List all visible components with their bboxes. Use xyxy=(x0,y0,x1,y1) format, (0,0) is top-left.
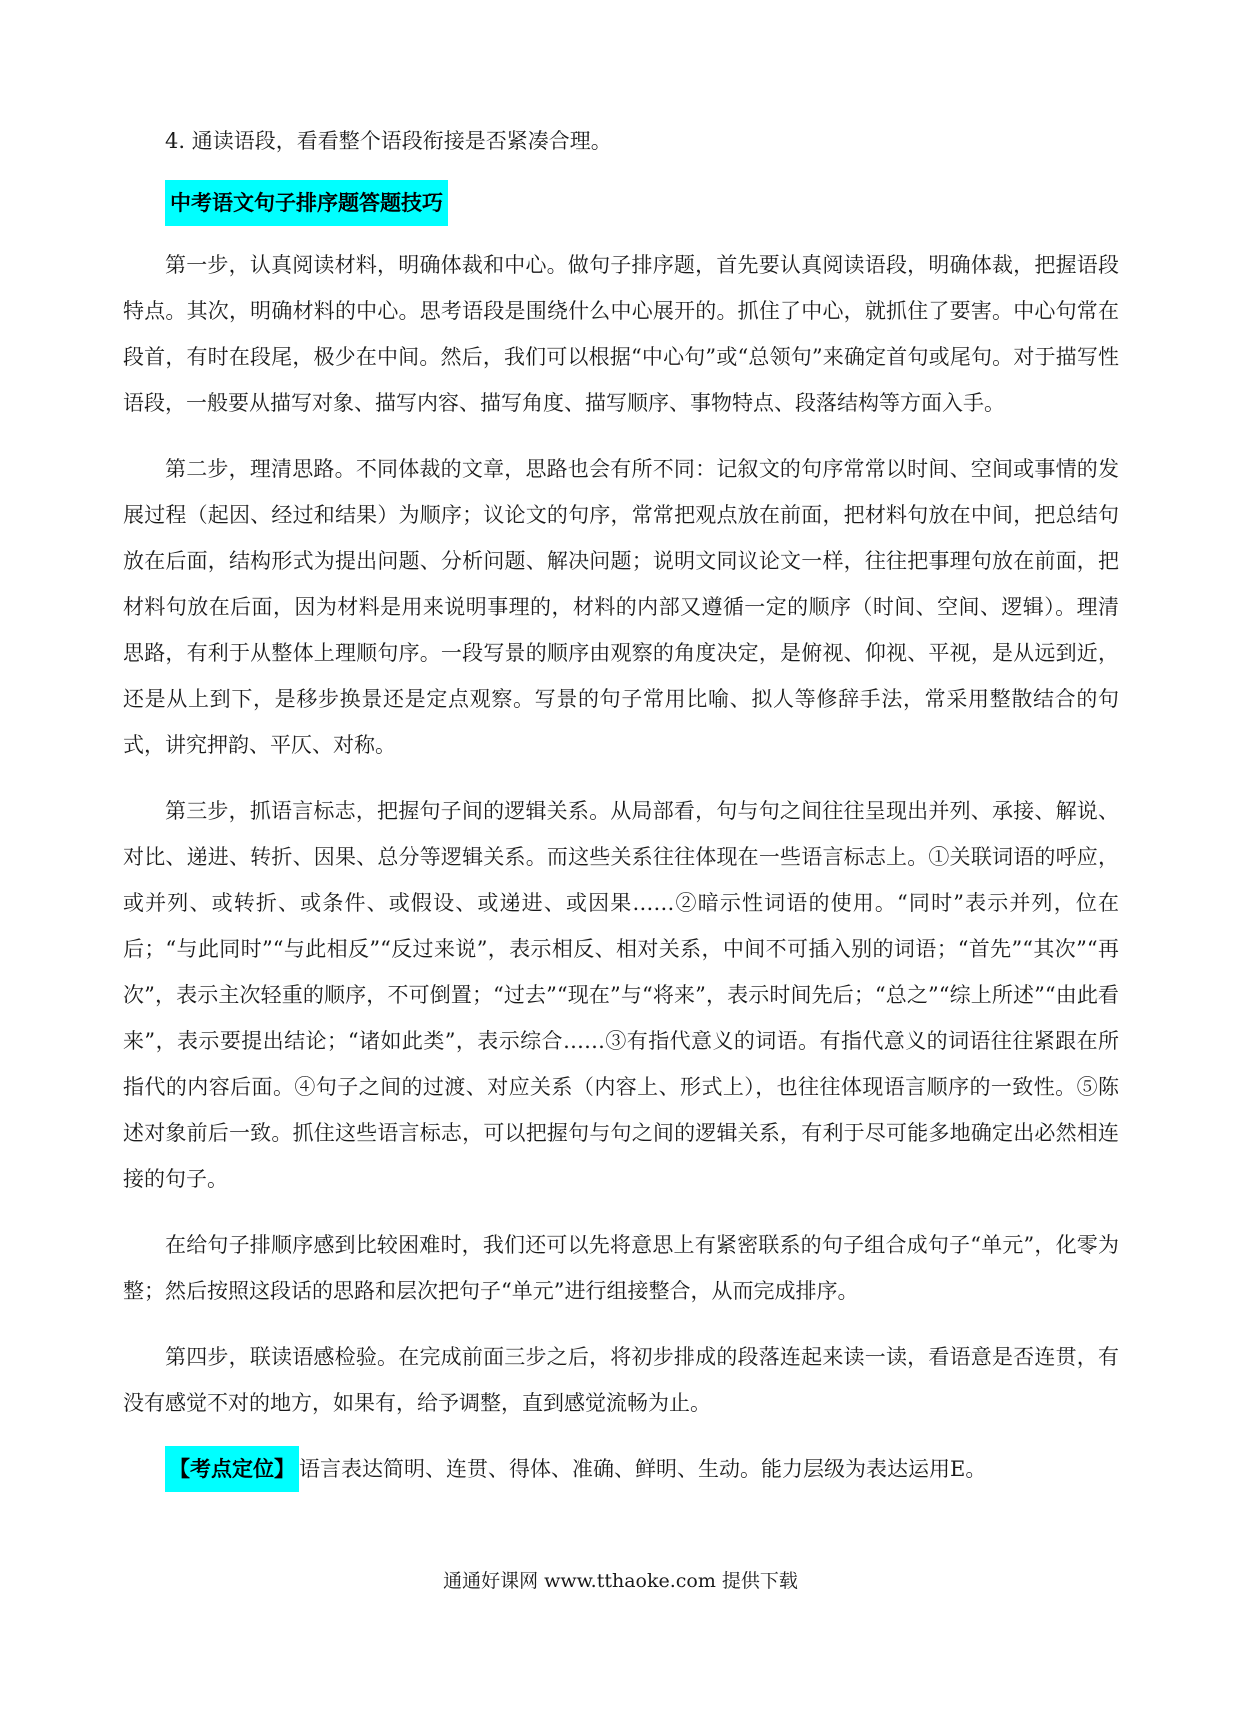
tip-paragraph: 在给句子排顺序感到比较困难时，我们还可以先将意思上有紧密联系的句子组合成句子“单元”，化零为整；然后按照这段话的思路和层次把句子“单元”进行组接整合，从而完成排序。 xyxy=(123,1233,1119,1303)
item-4: 4. 通读语段，看看整个语段衔接是否紧凑合理。 xyxy=(165,129,612,153)
section-heading: 中考语文句子排序题答题技巧 xyxy=(165,180,448,226)
document-body xyxy=(123,118,1119,1492)
section-heading-wrap xyxy=(165,180,1119,226)
kaodian-paragraph xyxy=(123,1446,1119,1492)
step-3-paragraph: 第三步，抓语言标志，把握句子间的逻辑关系。从局部看，句与句之间往往呈现出并列、承接、解说、对比、递进、转折、因果、总分等逻辑关系。而这些关系往往体现在一些语言标志上。①关联词语的呼应，或并列、或转折、或条件、或假设、或递进、或因果……②暗示性词语的使用。“同时”表示并列，位在后；“与此同时”“与此相反”“反过来说”，表示相反、相对关系，中间不可插入别的词语；“首先”“其次”“再次”，表示主次轻重的顺序，不可倒置；“过去”“现在”与“将来”，表示时间先后；“总之”“综上所述”“由此看来”，表示要提出结论；“诸如此类”，表示综合……③有指代意义的词语。有指代意义的词语往往紧跟在所指代的内容后面。④句子之间的过渡、对应关系（内容上、形式上），也往往体现语言顺序的一致性。⑤陈述对象前后一致。抓住这些语言标志，可以把握句与句之间的逻辑关系，有利于尽可能多地确定出必然相连接的句子。 xyxy=(123,799,1119,1191)
step-4-paragraph: 第四步，联读语感检验。在完成前面三步之后，将初步排成的段落连起来读一读，看语意是否连贯，有没有感觉不对的地方，如果有，给予调整，直到感觉流畅为止。 xyxy=(123,1345,1119,1415)
kaodian-text: 语言表达简明、连贯、得体、准确、鲜明、生动。能力层级为表达运用E。 xyxy=(299,1457,987,1481)
kaodian-tag: 【考点定位】 xyxy=(165,1446,299,1492)
step-2-paragraph: 第二步，理清思路。不同体裁的文章，思路也会有所不同：记叙文的句序常常以时间、空间或事情的发展过程（起因、经过和结果）为顺序；议论文的句序，常常把观点放在前面，把材料句放在中间，把总结句放在后面，结构形式为提出问题、分析问题、解决问题；说明文同议论文一样，往往把事理句放在前面，把材料句放在后面，因为材料是用来说明事理的，材料的内部又遵循一定的顺序（时间、空间、逻辑）。理清思路，有利于从整体上理顺句序。一段写景的顺序由观察的角度决定，是俯视、仰视、平视，是从远到近，还是从上到下，是移步换景还是定点观察。写景的句子常用比喻、拟人等修辞手法，常采用整散结合的句式，讲究押韵、平仄、对称。 xyxy=(123,457,1119,757)
page-footer: 通通好课网 www.tthaoke.com 提供下载 xyxy=(443,1570,798,1592)
step-1-paragraph: 第一步，认真阅读材料，明确体裁和中心。做句子排序题，首先要认真阅读语段，明确体裁，把握语段特点。其次，明确材料的中心。思考语段是围绕什么中心展开的。抓住了中心，就抓住了要害。中心句常在段首，有时在段尾，极少在中间。然后，我们可以根据“中心句”或“总领句”来确定首句或尾句。对于描写性语段，一般要从描写对象、描写内容、描写角度、描写顺序、事物特点、段落结构等方面入手。 xyxy=(123,253,1119,415)
